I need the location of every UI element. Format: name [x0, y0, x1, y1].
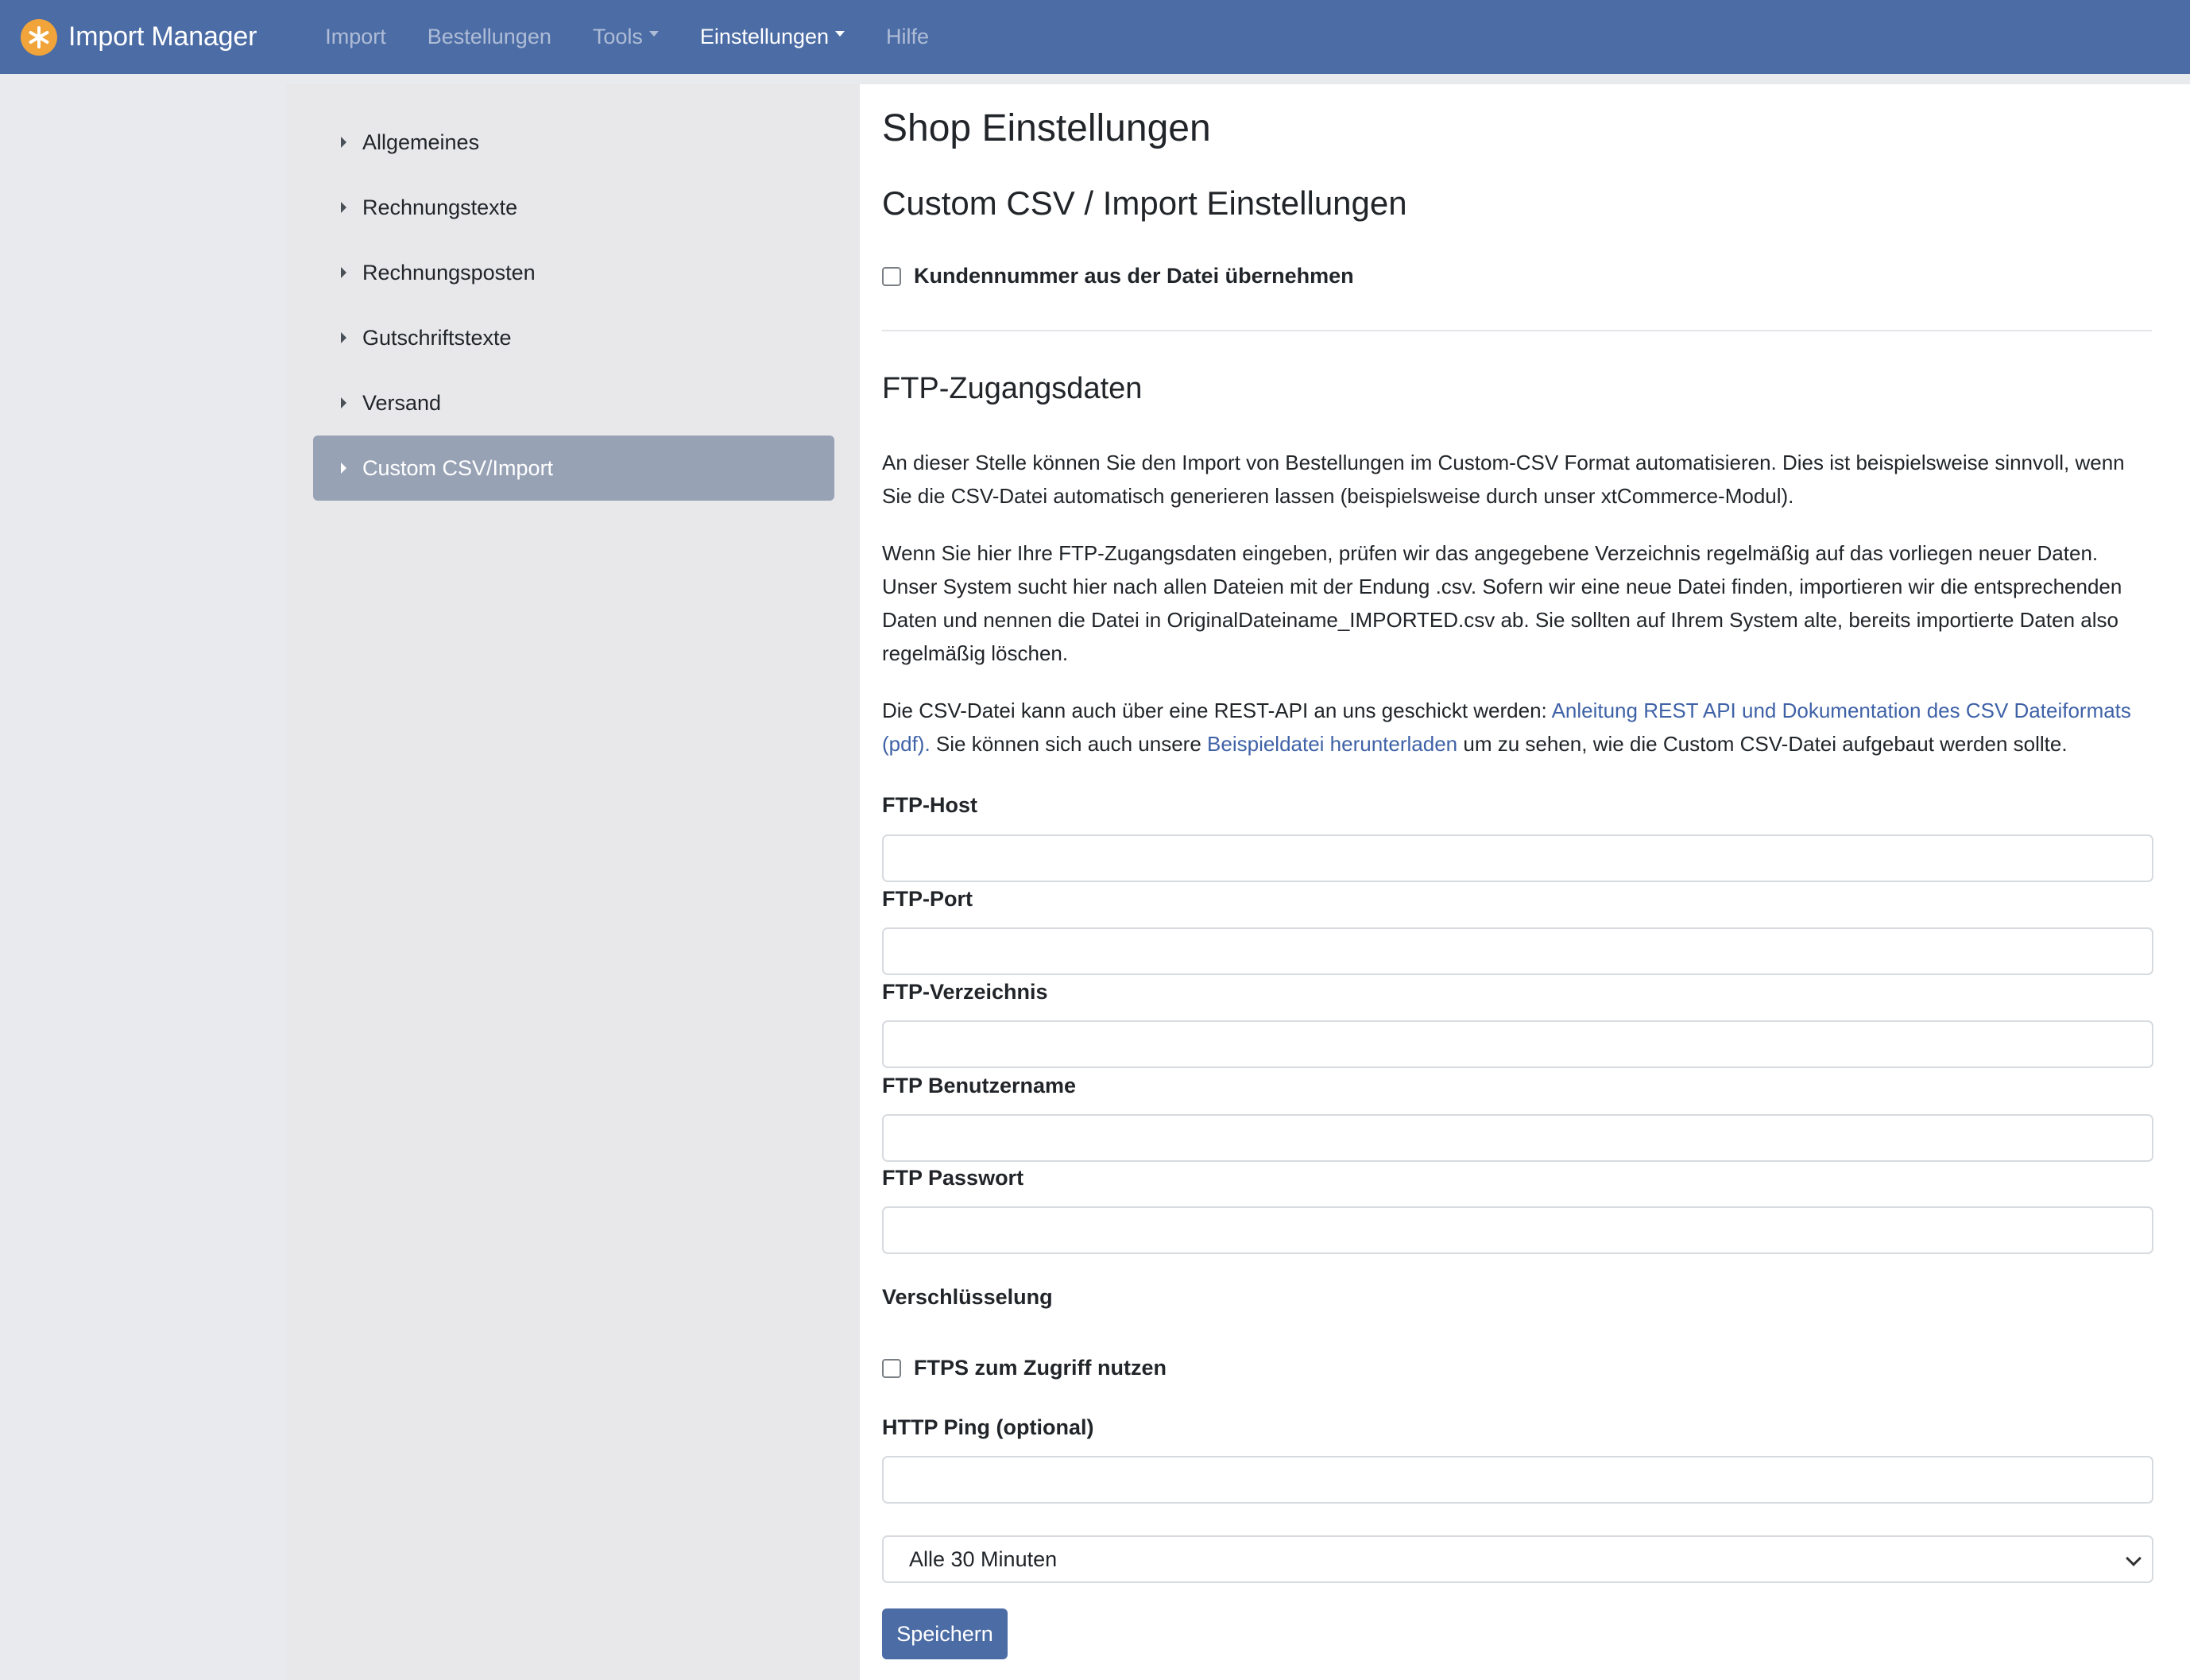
ftp-directory-label: FTP-Verzeichnis: [882, 980, 1048, 1004]
ftps-label: FTPS zum Zugriff nutzen: [914, 1356, 1167, 1380]
nav-link-hilfe[interactable]: Hilfe: [886, 25, 930, 48]
save-button[interactable]: Speichern: [882, 1608, 1008, 1659]
asterisk-logo-icon: [21, 19, 57, 56]
nav-link-bestellungen[interactable]: Bestellungen: [427, 25, 551, 48]
customer-number-checkbox[interactable]: [882, 267, 901, 286]
nav-link-import[interactable]: Import: [325, 25, 386, 48]
brand-name: Import Manager: [68, 21, 257, 52]
divider: [882, 330, 2152, 331]
customer-number-option: [882, 264, 1354, 288]
brand[interactable]: [21, 0, 257, 74]
page-title: Shop Einstellungen: [882, 107, 1211, 149]
sidebar-item-label: Gutschriftstexte: [362, 325, 512, 350]
sidebar-item-rechnungstexte[interactable]: [313, 175, 834, 240]
chevron-down-icon: [2126, 1550, 2142, 1566]
sidebar-item-label: Rechnungstexte: [362, 195, 518, 219]
ftp-directory-input[interactable]: [882, 1020, 2153, 1068]
ftp-host-input[interactable]: [882, 834, 2153, 882]
sidebar-item-label: Rechnungsposten: [362, 260, 536, 285]
http-ping-label: HTTP Ping (optional): [882, 1415, 1094, 1439]
sidebar-item-gutschriftstexte[interactable]: [313, 305, 834, 370]
rest-api-text-2: Sie können sich auch unsere: [930, 732, 1208, 756]
rest-api-docs-link[interactable]: Anleitung REST API und Dokumentation des CSV Dateiformats (pdf).: [882, 699, 2131, 756]
ftp-username-label: FTP Benutzername: [882, 1074, 1077, 1097]
sample-file-download-link[interactable]: Beispieldatei herunterladen: [1207, 732, 1458, 756]
sidebar-item-label: Custom CSV/Import: [362, 455, 554, 480]
settings-sidebar: [286, 84, 860, 1680]
caret-right-icon: [341, 267, 346, 278]
ftp-port-label: FTP-Port: [882, 887, 973, 911]
intro-paragraph: An dieser Stelle können Sie den Import von Bestellungen im Custom-CSV Format automatisieren. Dies ist beispielsweise sinnvoll, wenn Sie die CSV-Datei automatisch generieren lassen (beispielsweise durch unser xtCommerce-Modul).: [882, 451, 2125, 508]
sidebar-item-label: Allgemeines: [362, 130, 480, 154]
ftps-checkbox[interactable]: [882, 1359, 901, 1378]
ftp-port-input[interactable]: [882, 927, 2153, 975]
http-ping-input[interactable]: [882, 1456, 2153, 1504]
sidebar-item-allgemeines[interactable]: [313, 110, 834, 175]
main-content: [860, 84, 2190, 1680]
nav-link-tools-label: Tools: [592, 25, 643, 48]
caret-right-icon: [341, 202, 346, 213]
sidebar-item-label: Versand: [362, 390, 442, 415]
interval-select-value: Alle 30 Minuten: [909, 1546, 1058, 1571]
caret-right-icon: [341, 137, 346, 148]
ftp-host-label: FTP-Host: [882, 793, 977, 817]
ftp-username-input[interactable]: [882, 1114, 2153, 1162]
nav-dropdown-tools[interactable]: [593, 25, 659, 49]
caret-down-icon: [835, 31, 845, 37]
nav-links: [325, 0, 970, 74]
caret-right-icon: [341, 397, 346, 408]
rest-api-paragraph: [882, 694, 2153, 761]
sidebar-item-versand[interactable]: [313, 370, 834, 435]
top-navbar: [0, 0, 2190, 74]
ftps-option: [882, 1356, 1167, 1380]
section-title: Custom CSV / Import Einstellungen: [882, 184, 1407, 222]
caret-right-icon: [341, 332, 346, 343]
nav-link-einstellungen-label: Einstellungen: [699, 25, 830, 48]
nav-dropdown-einstellungen[interactable]: [700, 25, 845, 49]
encryption-label: Verschlüsselung: [882, 1285, 1053, 1309]
caret-down-icon: [649, 31, 659, 37]
ftp-password-label: FTP Passwort: [882, 1166, 1024, 1190]
sidebar-item-custom-csv-import[interactable]: [313, 435, 834, 501]
ftp-explanation-paragraph: Wenn Sie hier Ihre FTP-Zugangsdaten eingeben, prüfen wir das angegebene Verzeichnis regelmäßig auf das vorliegen neuer Daten. Unser System sucht hier nach allen Dateien mit der Endung .csv. Sofern wir eine neue Datei finden, importieren wir die entsprechenden Daten und nennen die Datei in OriginalDateiname_IMPORTED.csv ab. Sie sollten auf Ihrem System alte, bereits importierte Daten also regelmäßig löschen.: [882, 541, 2122, 665]
sidebar-item-rechnungsposten[interactable]: [313, 240, 834, 305]
ftp-password-input[interactable]: [882, 1206, 2153, 1254]
rest-api-text-3: um zu sehen, wie die Custom CSV-Datei aufgebaut werden sollte.: [1457, 732, 2068, 756]
rest-api-text-1: Die CSV-Datei kann auch über eine REST-API an uns geschickt werden:: [882, 699, 1552, 722]
ftp-section-title: FTP-Zugangsdaten: [882, 372, 1143, 405]
caret-right-icon: [341, 463, 346, 474]
customer-number-label: Kundennummer aus der Datei übernehmen: [914, 264, 1354, 288]
interval-select[interactable]: [882, 1535, 2153, 1583]
